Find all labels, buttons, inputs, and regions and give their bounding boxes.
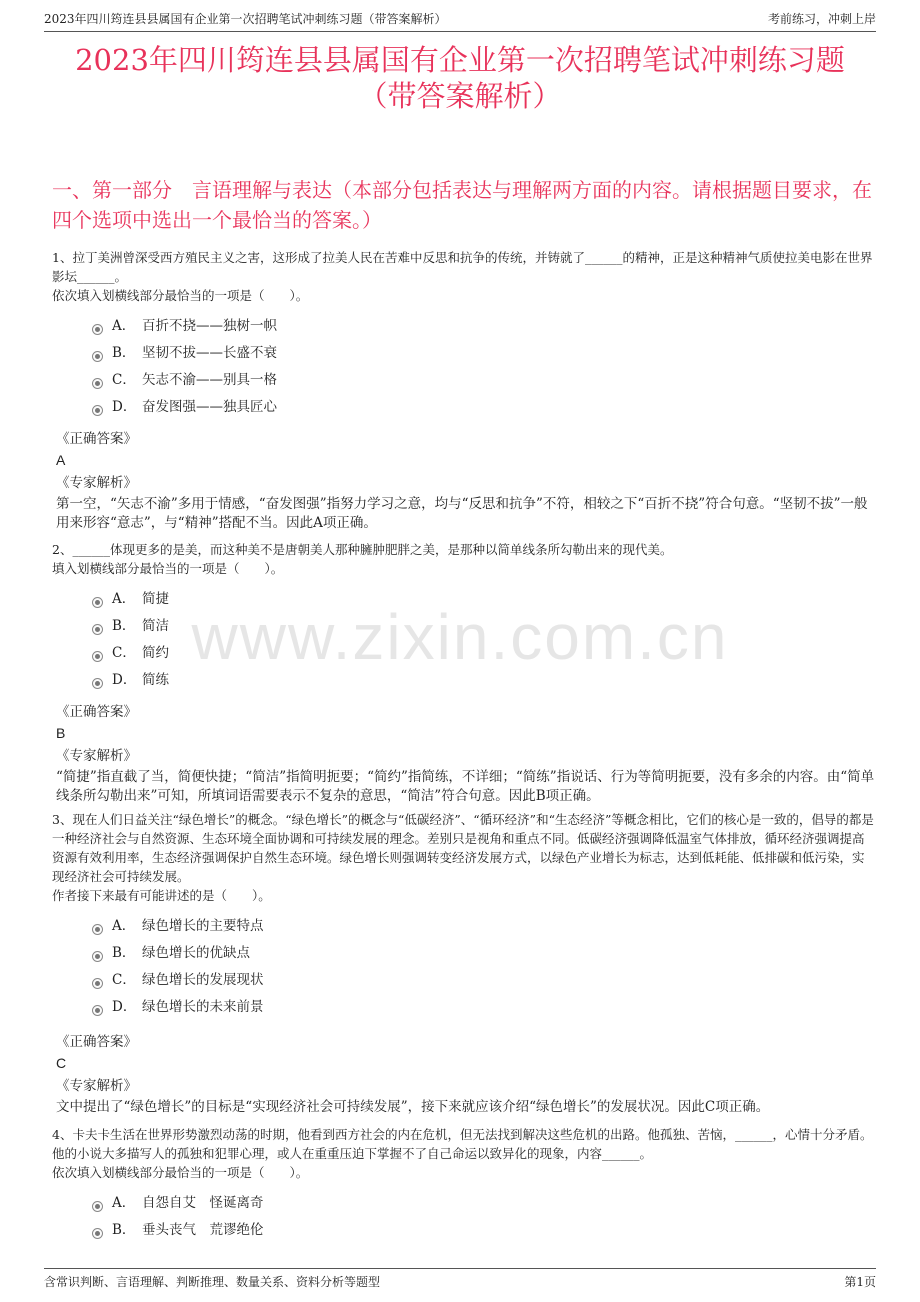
option-a[interactable] bbox=[52, 313, 876, 340]
radio-icon[interactable] bbox=[92, 1005, 103, 1016]
option-text: 垂头丧气 荒谬绝伦 bbox=[142, 1222, 264, 1238]
watermark: www.zixin.com.cn bbox=[191, 601, 729, 673]
answer-label: 《正确答案》 bbox=[56, 704, 137, 720]
option-b[interactable] bbox=[52, 613, 876, 640]
answer-label: 《正确答案》 bbox=[56, 1034, 137, 1050]
option-text: 百折不挠——独树一帜 bbox=[142, 318, 277, 334]
radio-icon[interactable] bbox=[92, 1228, 103, 1239]
radio-icon[interactable] bbox=[92, 405, 103, 416]
option-letter: C． bbox=[112, 372, 136, 388]
analysis-label: 《专家解析》 bbox=[56, 748, 137, 764]
section-heading: 一、第一部分 言语理解与表达（本部分包括表达与理解两方面的内容。请根据题目要求，在四个选项中选出一个最恰当的答案。） bbox=[52, 178, 872, 232]
option-d[interactable] bbox=[52, 994, 876, 1021]
page-title-line2: （带答案解析） bbox=[358, 79, 562, 113]
option-c[interactable] bbox=[52, 967, 876, 994]
option-c[interactable] bbox=[52, 640, 876, 667]
radio-icon[interactable] bbox=[92, 597, 103, 608]
option-a[interactable] bbox=[52, 1190, 876, 1217]
option-letter: D． bbox=[112, 999, 137, 1015]
footer-note: 含常识判断、言语理解、判断推理、数量关系、资料分析等题型 bbox=[44, 1275, 381, 1289]
analysis-label: 《专家解析》 bbox=[56, 1078, 137, 1094]
radio-icon[interactable] bbox=[92, 378, 103, 389]
radio-icon[interactable] bbox=[92, 324, 103, 335]
question-stem: 4、卡夫卡生活在世界形势激烈动荡的时期，他看到西方社会的内在危机，但无法找到解决这些危机的出路。他孤独、苦恼，______，心情十分矛盾。他的小说大多描写人的孤独和犯罪心理，或人在重重压迫下掌握不了自己命运以致异化的现象，内容______。 bbox=[52, 1127, 873, 1161]
question-stem: 2、______体现更多的是美，而这种美不是唐朝美人那种臃肿肥胖之美，是那种以简单线条所勾勒出来的现代美。 bbox=[52, 542, 673, 557]
option-letter: A． bbox=[112, 918, 136, 934]
answer-letter: C bbox=[56, 1055, 67, 1071]
page-footer bbox=[44, 1268, 876, 1294]
option-list bbox=[52, 586, 876, 694]
option-text: 简练 bbox=[142, 672, 169, 688]
question-1 bbox=[52, 248, 876, 421]
option-text: 自怨自艾 怪诞离奇 bbox=[142, 1195, 264, 1211]
option-b[interactable] bbox=[52, 940, 876, 967]
option-c[interactable] bbox=[52, 367, 876, 394]
question-3 bbox=[52, 810, 876, 1021]
answer-label: 《正确答案》 bbox=[56, 431, 137, 447]
option-a[interactable] bbox=[52, 913, 876, 940]
option-text: 绿色增长的发展现状 bbox=[142, 972, 264, 988]
option-text: 简洁 bbox=[142, 618, 169, 634]
option-text: 绿色增长的优缺点 bbox=[142, 945, 250, 961]
analysis-text: 文中提出了“绿色增长”的目标是“实现经济社会可持续发展”，接下来就应该介绍“绿色增长”的发展状况。因此C项正确。 bbox=[56, 1099, 770, 1115]
page-title-line1: 2023年四川筠连县县属国有企业第一次招聘笔试冲刺练习题 bbox=[75, 43, 845, 77]
option-letter: B． bbox=[112, 945, 136, 961]
answer-block-3 bbox=[56, 1033, 876, 1117]
answer-block-1 bbox=[56, 430, 876, 533]
option-list bbox=[52, 913, 876, 1021]
option-letter: C． bbox=[112, 645, 136, 661]
analysis-text: 第一空，“矢志不渝”多用于情感，“奋发图强”指努力学习之意，均与“反思和抗争”不符，相较之下“百折不挠”符合句意。“坚韧不拔”一般用来形容“意志”，与“精神”搭配不当。因此A项正确。 bbox=[56, 496, 868, 531]
analysis-label: 《专家解析》 bbox=[56, 475, 137, 491]
answer-letter: B bbox=[56, 725, 66, 741]
page-title bbox=[40, 42, 880, 114]
question-prompt: 依次填入划横线部分最恰当的一项是（ ）。 bbox=[52, 1165, 309, 1180]
analysis-text: “简捷”指直截了当，简便快捷；“简洁”指简明扼要；“简约”指简练，不详细；“简练”指说话、行为等简明扼要，没有多余的内容。由“简单线条所勾勒出来”可知，所填词语需要表示不复杂的意思，“简洁”符合句意。因此B项正确。 bbox=[56, 769, 875, 804]
option-text: 矢志不渝——别具一格 bbox=[142, 372, 277, 388]
question-prompt: 填入划横线部分最恰当的一项是（ ）。 bbox=[52, 561, 284, 576]
answer-block-2 bbox=[56, 703, 876, 806]
option-b[interactable] bbox=[52, 1217, 876, 1244]
radio-icon[interactable] bbox=[92, 951, 103, 962]
option-letter: B． bbox=[112, 1222, 136, 1238]
option-letter: B． bbox=[112, 345, 136, 361]
option-letter: A． bbox=[112, 318, 136, 334]
page-header bbox=[44, 6, 876, 32]
radio-icon[interactable] bbox=[92, 351, 103, 362]
option-letter: A． bbox=[112, 1195, 136, 1211]
option-text: 简约 bbox=[142, 645, 169, 661]
radio-icon[interactable] bbox=[92, 651, 103, 662]
radio-icon[interactable] bbox=[92, 1201, 103, 1212]
page-number: 第1页 bbox=[844, 1275, 876, 1289]
question-2 bbox=[52, 540, 876, 694]
question-prompt: 作者接下来最有可能讲述的是（ ）。 bbox=[52, 888, 271, 903]
radio-icon[interactable] bbox=[92, 624, 103, 635]
option-list bbox=[52, 1190, 876, 1244]
radio-icon[interactable] bbox=[92, 924, 103, 935]
option-text: 坚韧不拔——长盛不衰 bbox=[142, 345, 277, 361]
answer-letter: A bbox=[56, 452, 66, 468]
option-text: 简捷 bbox=[142, 591, 169, 607]
option-a[interactable] bbox=[52, 586, 876, 613]
option-letter: D． bbox=[112, 672, 137, 688]
option-text: 奋发图强——独具匠心 bbox=[142, 399, 277, 415]
option-b[interactable] bbox=[52, 340, 876, 367]
question-prompt: 依次填入划横线部分最恰当的一项是（ ）。 bbox=[52, 288, 309, 303]
option-letter: D． bbox=[112, 399, 137, 415]
question-4 bbox=[52, 1125, 876, 1244]
option-letter: A． bbox=[112, 591, 136, 607]
option-text: 绿色增长的未来前景 bbox=[142, 999, 264, 1015]
header-slogan: 考前练习，冲刺上岸 bbox=[767, 12, 876, 26]
option-list bbox=[52, 313, 876, 421]
option-text: 绿色增长的主要特点 bbox=[142, 918, 264, 934]
option-d[interactable] bbox=[52, 394, 876, 421]
option-letter: B． bbox=[112, 618, 136, 634]
radio-icon[interactable] bbox=[92, 678, 103, 689]
question-stem: 3、现在人们日益关注“绿色增长”的概念。“绿色增长”的概念与“低碳经济”、“循环经济”和“生态经济”等概念相比，它们的核心是一致的，倡导的都是一种经济社会与自然资源、生态环境全面协调和可持续发展的理念。差别只是视角和重点不同。低碳经济强调降低温室气体排放，循环经济强调提高资源有效利用率，生态经济强调保护自然生态环境。绿色增长则强调转变经济发展方式，以绿色产业增长为标志，达到低耗能、低排碳和低污染，实现经济社会可持续发展。 bbox=[52, 812, 874, 884]
header-doc-title: 2023年四川筠连县县属国有企业第一次招聘笔试冲刺练习题（带答案解析） bbox=[44, 12, 447, 26]
radio-icon[interactable] bbox=[92, 978, 103, 989]
option-letter: C． bbox=[112, 972, 136, 988]
option-d[interactable] bbox=[52, 667, 876, 694]
question-stem: 1、拉丁美洲曾深受西方殖民主义之害，这形成了拉美人民在苦难中反思和抗争的传统，并铸就了______的精神，正是这种精神气质使拉美电影在世界影坛______。 bbox=[52, 250, 873, 284]
